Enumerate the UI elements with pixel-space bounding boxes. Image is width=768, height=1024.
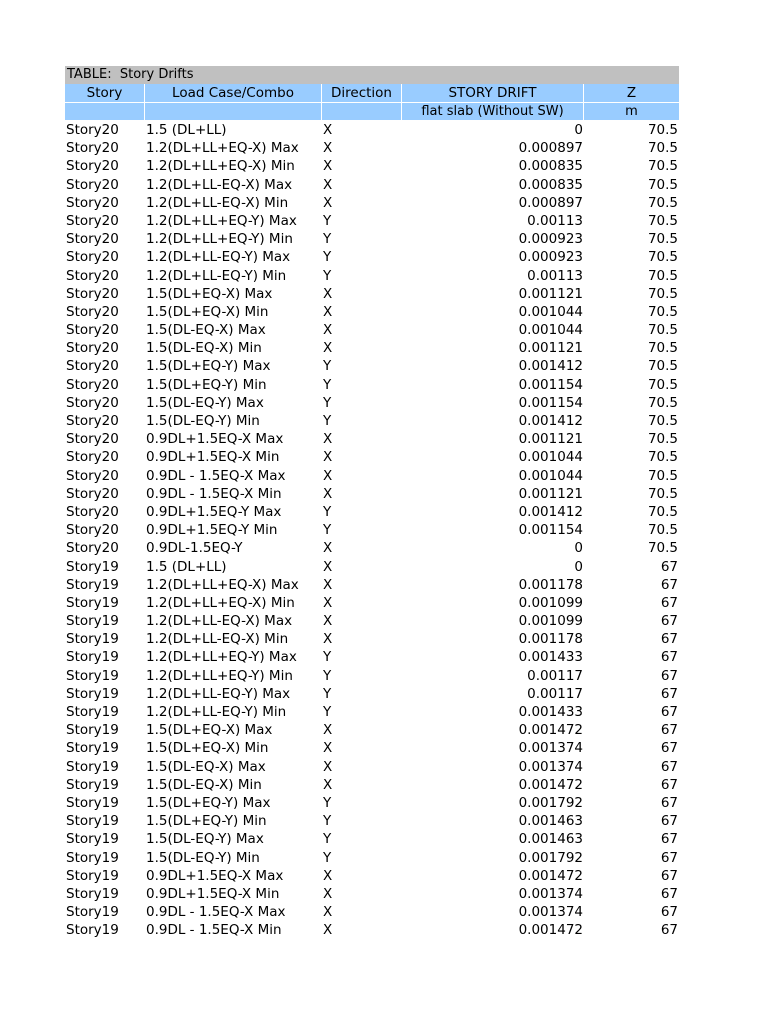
cell-z[interactable]: 70.5 (647, 285, 678, 302)
cell-direction[interactable]: X (323, 176, 333, 193)
cell-story[interactable]: Story20 (66, 140, 119, 157)
cell-story-drift[interactable]: 0.001044 (518, 322, 583, 339)
cell-story[interactable]: Story19 (66, 885, 119, 902)
cell-load-case[interactable]: 0.9DL-1.5EQ-Y (146, 540, 243, 557)
cell-story[interactable]: Story20 (66, 431, 119, 448)
cell-story[interactable]: Story20 (66, 285, 119, 302)
cell-story[interactable]: Story19 (66, 849, 119, 866)
cell-z[interactable]: 70.5 (647, 449, 678, 466)
cell-load-case[interactable]: 1.2(DL+LL-EQ-Y) Max (146, 249, 291, 266)
cell-story-drift[interactable]: 0.001412 (518, 358, 583, 375)
cell-story-drift[interactable]: 0.001412 (518, 413, 583, 429)
header-story-drift[interactable]: STORY DRIFT (402, 84, 584, 102)
cell-story[interactable]: Story20 (66, 540, 119, 557)
table-row[interactable] (65, 121, 679, 139)
cell-story[interactable]: Story20 (66, 176, 119, 193)
cell-load-case[interactable]: 1.2(DL+LL+EQ-Y) Min (146, 667, 293, 684)
cell-z[interactable]: 70.5 (647, 376, 678, 393)
cell-load-case[interactable]: 1.2(DL+LL+EQ-Y) Max (146, 212, 297, 229)
cell-story-drift[interactable]: 0.00113 (527, 267, 583, 284)
cell-z[interactable]: 70.5 (647, 267, 678, 284)
cell-z[interactable]: 70.5 (647, 231, 678, 248)
cell-z[interactable]: 67 (660, 813, 678, 830)
header-row (65, 84, 679, 102)
cell-z[interactable]: 67 (660, 558, 678, 575)
cell-story-drift[interactable]: 0.001121 (518, 431, 583, 448)
cell-direction[interactable]: X (323, 558, 333, 575)
table-row[interactable] (65, 867, 679, 885)
cell-story-drift[interactable]: 0.001374 (518, 904, 583, 921)
cell-direction[interactable]: Y (323, 794, 332, 811)
cell-load-case[interactable]: 1.2(DL+LL-EQ-X) Min (146, 631, 289, 648)
table-row[interactable] (65, 885, 679, 903)
cell-direction[interactable]: X (323, 922, 333, 939)
cell-load-case[interactable]: 1.2(DL+LL+EQ-X) Max (146, 576, 299, 593)
cell-story[interactable]: Story19 (66, 758, 119, 775)
cell-direction[interactable]: Y (323, 831, 332, 848)
cell-load-case[interactable]: 1.2(DL+LL+EQ-X) Min (146, 158, 295, 175)
cell-load-case[interactable]: 1.2(DL+LL-EQ-X) Max (146, 176, 293, 193)
table-row[interactable] (65, 394, 679, 412)
cell-z[interactable]: 70.5 (647, 122, 678, 138)
cell-direction[interactable]: Y (323, 704, 332, 720)
cell-load-case[interactable]: 1.5(DL-EQ-Y) Max (146, 394, 264, 411)
cell-load-case[interactable]: 1.5(DL+EQ-Y) Max (146, 794, 271, 811)
table-row[interactable] (65, 667, 679, 685)
table-row[interactable] (65, 903, 679, 921)
cell-story-drift[interactable]: 0 (574, 122, 583, 138)
cell-direction[interactable]: X (323, 594, 333, 611)
cell-story[interactable]: Story19 (66, 722, 119, 739)
cell-load-case[interactable]: 0.9DL+1.5EQ-X Min (146, 885, 280, 902)
cell-load-case[interactable]: 1.2(DL+LL-EQ-X) Max (146, 613, 293, 630)
cell-load-case[interactable]: 1.2(DL+LL+EQ-Y) Min (146, 231, 293, 248)
cell-load-case[interactable]: 1.2(DL+LL-EQ-Y) Min (146, 267, 287, 284)
cell-direction[interactable]: X (323, 431, 333, 448)
cell-z[interactable]: 67 (660, 685, 678, 702)
cell-load-case[interactable]: 1.5(DL+EQ-Y) Max (146, 358, 271, 375)
cell-load-case[interactable]: 1.2(DL+LL+EQ-X) Min (146, 594, 295, 611)
table-row[interactable] (65, 685, 679, 703)
table-row[interactable] (65, 430, 679, 448)
cell-load-case[interactable]: 0.9DL+1.5EQ-X Max (146, 431, 284, 448)
cell-story-drift[interactable]: 0.001044 (518, 467, 583, 484)
cell-direction[interactable]: Y (323, 413, 332, 429)
cell-z[interactable]: 70.5 (647, 322, 678, 339)
cell-story-drift[interactable]: 0.001121 (518, 485, 583, 502)
cell-z[interactable]: 70.5 (647, 194, 678, 211)
cell-direction[interactable]: X (323, 740, 333, 757)
cell-z[interactable]: 67 (660, 776, 678, 793)
subheader-story (65, 103, 145, 120)
table-row[interactable] (65, 267, 679, 285)
cell-story-drift[interactable]: 0.001044 (518, 303, 583, 320)
cell-story-drift[interactable]: 0.001099 (518, 613, 583, 630)
cell-z[interactable]: 67 (660, 649, 678, 666)
cell-z[interactable]: 70.5 (647, 140, 678, 157)
table-row[interactable] (65, 412, 679, 430)
cell-direction[interactable]: X (323, 467, 333, 484)
cell-story-drift[interactable]: 0.001099 (518, 594, 583, 611)
cell-story-drift[interactable]: 0.001433 (518, 649, 583, 666)
cell-direction[interactable]: Y (323, 394, 332, 411)
cell-story[interactable]: Story20 (66, 467, 119, 484)
cell-story[interactable]: Story19 (66, 631, 119, 648)
cell-direction[interactable]: X (323, 303, 333, 320)
cell-story[interactable]: Story20 (66, 413, 119, 429)
cell-story-drift[interactable]: 0.000897 (518, 194, 583, 211)
cell-load-case[interactable]: 1.2(DL+LL+EQ-Y) Max (146, 649, 297, 666)
cell-story[interactable]: Story19 (66, 576, 119, 593)
cell-story[interactable]: Story19 (66, 740, 119, 757)
table-row[interactable] (65, 521, 679, 539)
cell-direction[interactable]: Y (323, 267, 332, 284)
cell-direction[interactable]: Y (323, 249, 332, 266)
cell-story[interactable]: Story19 (66, 667, 119, 684)
cell-story[interactable]: Story20 (66, 322, 119, 339)
cell-z[interactable]: 67 (660, 758, 678, 775)
cell-direction[interactable]: Y (323, 358, 332, 375)
cell-load-case[interactable]: 1.5(DL+EQ-Y) Min (146, 376, 267, 393)
cell-load-case[interactable]: 1.5(DL-EQ-X) Max (146, 758, 266, 775)
cell-z[interactable]: 67 (660, 885, 678, 902)
cell-story[interactable]: Story20 (66, 194, 119, 211)
table-row[interactable] (65, 721, 679, 739)
cell-z[interactable]: 70.5 (647, 303, 678, 320)
cell-direction[interactable]: X (323, 158, 333, 175)
cell-load-case[interactable]: 1.5 (DL+LL) (146, 122, 227, 138)
cell-story-drift[interactable]: 0.001154 (518, 394, 583, 411)
cell-story[interactable]: Story20 (66, 358, 119, 375)
cell-z[interactable]: 67 (660, 904, 678, 921)
table-row[interactable] (65, 830, 679, 848)
cell-load-case[interactable]: 1.2(DL+LL-EQ-X) Min (146, 194, 289, 211)
table-row[interactable] (65, 630, 679, 648)
cell-story[interactable]: Story20 (66, 231, 119, 248)
cell-direction[interactable]: Y (323, 685, 332, 702)
table-row[interactable] (65, 539, 679, 557)
cell-story-drift[interactable]: 0.001472 (518, 722, 583, 739)
table-row[interactable] (65, 776, 679, 794)
cell-z[interactable]: 67 (660, 667, 678, 684)
cell-load-case[interactable]: 0.9DL+1.5EQ-X Min (146, 449, 280, 466)
cell-story[interactable]: Story19 (66, 649, 119, 666)
cell-direction[interactable]: Y (323, 231, 332, 248)
cell-story-drift[interactable]: 0.000835 (518, 158, 583, 175)
cell-story[interactable]: Story19 (66, 613, 119, 630)
cell-z[interactable]: 70.5 (647, 540, 678, 557)
cell-story-drift[interactable]: 0.001463 (518, 831, 583, 848)
table-row[interactable] (65, 558, 679, 576)
cell-story-drift[interactable]: 0.001374 (518, 885, 583, 902)
cell-load-case[interactable]: 1.2(DL+LL-EQ-Y) Max (146, 685, 291, 702)
table-row[interactable] (65, 448, 679, 466)
cell-story-drift[interactable]: 0.001121 (518, 285, 583, 302)
cell-story[interactable]: Story20 (66, 122, 119, 138)
cell-story-drift[interactable]: 0 (574, 540, 583, 557)
subheader-row (65, 102, 679, 120)
table-row[interactable] (65, 485, 679, 503)
table-title: TABLE: Story Drifts (65, 66, 679, 84)
table-body (65, 121, 679, 939)
cell-load-case[interactable]: 1.5(DL-EQ-X) Min (146, 776, 262, 793)
table-row[interactable] (65, 194, 679, 212)
cell-z[interactable]: 67 (660, 704, 678, 720)
cell-z[interactable]: 70.5 (647, 485, 678, 502)
cell-z[interactable]: 70.5 (647, 394, 678, 411)
cell-z[interactable]: 67 (660, 576, 678, 593)
table-row[interactable] (65, 921, 679, 939)
cell-direction[interactable]: X (323, 613, 333, 630)
table-row[interactable] (65, 357, 679, 375)
cell-direction[interactable]: Y (323, 649, 332, 666)
cell-z[interactable]: 67 (660, 594, 678, 611)
cell-story-drift[interactable]: 0.001472 (518, 867, 583, 884)
cell-direction[interactable]: Y (323, 849, 332, 866)
header-z[interactable]: Z (626, 85, 637, 101)
cell-story[interactable]: Story20 (66, 303, 119, 320)
table-row[interactable] (65, 758, 679, 776)
cell-load-case[interactable]: 0.9DL - 1.5EQ-X Max (146, 467, 286, 484)
cell-load-case[interactable]: 1.5(DL+EQ-X) Min (146, 303, 269, 320)
table-row[interactable] (65, 176, 679, 194)
cell-story[interactable]: Story20 (66, 485, 119, 502)
cell-story[interactable]: Story20 (66, 340, 119, 357)
cell-load-case[interactable]: 1.5(DL-EQ-X) Max (146, 322, 266, 339)
cell-direction[interactable]: X (323, 776, 333, 793)
table-row[interactable] (65, 739, 679, 757)
table-row[interactable] (65, 703, 679, 721)
cell-z[interactable]: 67 (660, 722, 678, 739)
table-row[interactable] (65, 849, 679, 867)
cell-story-drift[interactable]: 0.00113 (527, 212, 583, 229)
table-row[interactable] (65, 212, 679, 230)
cell-load-case[interactable]: 1.5(DL+EQ-X) Max (146, 722, 273, 739)
cell-direction[interactable]: X (323, 722, 333, 739)
cell-story-drift[interactable]: 0.001792 (518, 849, 583, 866)
cell-direction[interactable]: X (323, 576, 333, 593)
cell-story[interactable]: Story19 (66, 594, 119, 611)
subheader-z-unit: m (625, 104, 638, 119)
cell-direction[interactable]: X (323, 322, 333, 339)
cell-story[interactable]: Story20 (66, 376, 119, 393)
cell-z[interactable]: 67 (660, 613, 678, 630)
cell-load-case[interactable]: 0.9DL+1.5EQ-X Max (146, 867, 284, 884)
cell-z[interactable]: 70.5 (647, 158, 678, 175)
subheader-load-case (145, 103, 322, 120)
table-row[interactable] (65, 594, 679, 612)
cell-direction[interactable]: Y (323, 667, 332, 684)
cell-story[interactable]: Story19 (66, 776, 119, 793)
subheader-direction (322, 103, 402, 120)
cell-story[interactable]: Story19 (66, 867, 119, 884)
header-load-case[interactable]: Load Case/Combo (145, 84, 322, 102)
table-row[interactable] (65, 467, 679, 485)
table-row[interactable] (65, 648, 679, 666)
cell-story[interactable]: Story19 (66, 831, 119, 848)
cell-z[interactable]: 67 (660, 631, 678, 648)
cell-story-drift[interactable]: 0.001472 (518, 776, 583, 793)
table-row[interactable] (65, 303, 679, 321)
cell-story[interactable]: Story20 (66, 249, 119, 266)
cell-z[interactable]: 70.5 (647, 340, 678, 357)
cell-z[interactable]: 67 (660, 867, 678, 884)
cell-story[interactable]: Story20 (66, 158, 119, 175)
cell-load-case[interactable]: 0.9DL - 1.5EQ-X Min (146, 922, 282, 939)
cell-story[interactable]: Story19 (66, 704, 119, 720)
cell-direction[interactable]: X (323, 904, 333, 921)
cell-z[interactable]: 67 (660, 740, 678, 757)
cell-load-case[interactable]: 1.5(DL-EQ-Y) Max (146, 831, 264, 848)
cell-story-drift[interactable]: 0.001178 (518, 631, 583, 648)
cell-load-case[interactable]: 1.5(DL+EQ-X) Min (146, 740, 269, 757)
cell-load-case[interactable]: 1.2(DL+LL-EQ-Y) Min (146, 704, 287, 720)
cell-direction[interactable]: X (323, 485, 333, 502)
cell-story-drift[interactable]: 0.001178 (518, 576, 583, 593)
cell-story-drift[interactable]: 0.001374 (518, 740, 583, 757)
cell-load-case[interactable]: 0.9DL - 1.5EQ-X Max (146, 904, 286, 921)
cell-story[interactable]: Story20 (66, 267, 119, 284)
table-row[interactable] (65, 285, 679, 303)
cell-story-drift[interactable]: 0.000835 (518, 176, 583, 193)
cell-direction[interactable]: X (323, 140, 333, 157)
cell-z[interactable]: 67 (660, 922, 678, 939)
table-row[interactable] (65, 157, 679, 175)
cell-load-case[interactable]: 1.5(DL-EQ-Y) Min (146, 849, 260, 866)
cell-story-drift[interactable]: 0.001121 (518, 340, 583, 357)
cell-direction[interactable]: X (323, 340, 333, 357)
header-story[interactable]: Story (65, 84, 145, 102)
cell-load-case[interactable]: 1.5 (DL+LL) (146, 558, 227, 575)
cell-story-drift[interactable]: 0.00117 (527, 667, 583, 684)
cell-story[interactable]: Story20 (66, 394, 119, 411)
cell-load-case[interactable]: 1.5(DL+EQ-X) Max (146, 285, 273, 302)
cell-direction[interactable]: X (323, 540, 333, 557)
cell-story[interactable]: Story20 (66, 503, 119, 520)
cell-load-case[interactable]: 1.5(DL+EQ-Y) Min (146, 813, 267, 830)
cell-story[interactable]: Story19 (66, 794, 119, 811)
header-direction[interactable]: Direction (322, 84, 402, 102)
story-drifts-table (65, 66, 679, 939)
cell-story-drift[interactable]: 0.000923 (518, 231, 583, 248)
cell-direction[interactable]: X (323, 194, 333, 211)
cell-load-case[interactable]: 1.2(DL+LL+EQ-X) Max (146, 140, 299, 157)
cell-story-drift[interactable]: 0.001374 (518, 758, 583, 775)
cell-story-drift[interactable]: 0.001472 (518, 922, 583, 939)
table-row[interactable] (65, 230, 679, 248)
cell-z[interactable]: 70.5 (647, 503, 678, 520)
cell-z[interactable]: 70.5 (647, 358, 678, 375)
cell-story-drift[interactable]: 0.001463 (518, 813, 583, 830)
cell-story-drift[interactable]: 0.000897 (518, 140, 583, 157)
cell-z[interactable]: 67 (660, 849, 678, 866)
cell-load-case[interactable]: 0.9DL+1.5EQ-Y Max (146, 503, 282, 520)
cell-story-drift[interactable]: 0.000923 (518, 249, 583, 266)
cell-z[interactable]: 70.5 (647, 431, 678, 448)
cell-direction[interactable]: Y (323, 503, 332, 520)
cell-load-case[interactable]: 1.5(DL-EQ-X) Min (146, 340, 262, 357)
table-row[interactable] (65, 339, 679, 357)
cell-z[interactable]: 70.5 (647, 522, 678, 539)
cell-direction[interactable]: Y (323, 813, 332, 830)
cell-direction[interactable]: Y (323, 376, 332, 393)
cell-z[interactable]: 67 (660, 831, 678, 848)
cell-story-drift[interactable]: 0 (574, 558, 583, 575)
cell-load-case[interactable]: 0.9DL+1.5EQ-Y Min (146, 522, 278, 539)
cell-load-case[interactable]: 0.9DL - 1.5EQ-X Min (146, 485, 282, 502)
cell-direction[interactable]: Y (323, 212, 332, 229)
cell-story-drift[interactable]: 0.00117 (527, 685, 583, 702)
cell-story[interactable]: Story19 (66, 904, 119, 921)
cell-direction[interactable]: Y (323, 522, 332, 539)
table-row[interactable] (65, 812, 679, 830)
table-row[interactable] (65, 503, 679, 521)
cell-direction[interactable]: X (323, 285, 333, 302)
table-row[interactable] (65, 612, 679, 630)
cell-story[interactable]: Story19 (66, 813, 119, 830)
cell-z[interactable]: 70.5 (647, 176, 678, 193)
cell-z[interactable]: 70.5 (647, 413, 678, 429)
cell-z[interactable]: 70.5 (647, 467, 678, 484)
cell-story[interactable]: Story19 (66, 922, 119, 939)
cell-story-drift[interactable]: 0.001412 (518, 503, 583, 520)
cell-z[interactable]: 70.5 (647, 249, 678, 266)
cell-direction[interactable]: X (323, 867, 333, 884)
table-row[interactable] (65, 248, 679, 266)
cell-story-drift[interactable]: 0.001433 (518, 704, 583, 720)
cell-direction[interactable]: X (323, 885, 333, 902)
cell-story[interactable]: Story19 (66, 558, 119, 575)
cell-story-drift[interactable]: 0.001792 (518, 794, 583, 811)
subheader-story-drift: flat slab (Without SW) (402, 103, 584, 120)
table-row[interactable] (65, 139, 679, 157)
cell-z[interactable]: 70.5 (647, 212, 678, 229)
cell-story[interactable]: Story20 (66, 449, 119, 466)
cell-story[interactable]: Story19 (66, 685, 119, 702)
table-row[interactable] (65, 321, 679, 339)
cell-load-case[interactable]: 1.5(DL-EQ-Y) Min (146, 413, 260, 429)
table-row[interactable] (65, 794, 679, 812)
cell-z[interactable]: 67 (660, 794, 678, 811)
cell-story-drift[interactable]: 0.001044 (518, 449, 583, 466)
cell-direction[interactable]: X (323, 449, 333, 466)
cell-story[interactable]: Story20 (66, 212, 119, 229)
cell-direction[interactable]: X (323, 758, 333, 775)
table-row[interactable] (65, 376, 679, 394)
cell-direction[interactable]: X (323, 122, 333, 138)
table-row[interactable] (65, 576, 679, 594)
cell-story-drift[interactable]: 0.001154 (518, 376, 583, 393)
cell-direction[interactable]: X (323, 631, 333, 648)
cell-story[interactable]: Story20 (66, 522, 119, 539)
cell-story-drift[interactable]: 0.001154 (518, 522, 583, 539)
